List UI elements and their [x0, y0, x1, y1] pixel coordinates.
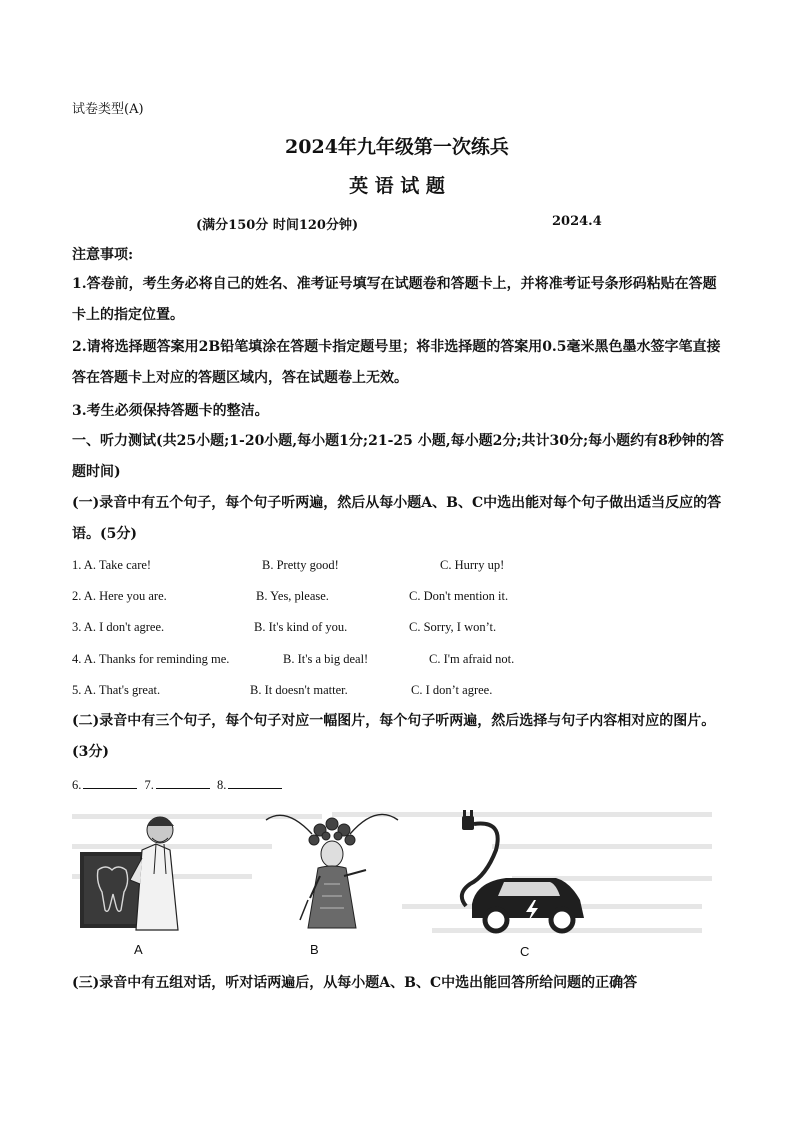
part-three-heading: (三)录音中有五组对话，听对话两遍后，从每小题A、B、C中选出能回答所给问题的正确答	[72, 975, 638, 991]
note-2: 2.请将选择题答案用2B铅笔填涂在答题卡指定题号里；将非选择题的答案用0.5毫米黑色墨水签字笔直接答在答题卡上对应的答题区域内，答在试题卷上无效。	[72, 339, 721, 386]
q2-option-c: C. Don't mention it.	[409, 589, 509, 603]
blank-8[interactable]	[228, 776, 282, 789]
subject-title: 英 语 试 题	[349, 175, 445, 197]
q3-option-c: C. Sorry, I won’t.	[409, 620, 497, 634]
answer-blanks	[72, 776, 286, 793]
section-one-heading: 一、听力测试(共25小题;1-20小题,每小题1分;21-25 小题,每小题2分;共计30分;每小题约有8秒钟的答题时间)	[72, 433, 724, 480]
exam-date: 2024.4	[552, 214, 602, 229]
exam-info: (满分150分 时间120分钟)	[196, 218, 359, 233]
blank-7-number: 7.	[144, 778, 154, 792]
page-title: 2024年九年级第一次练兵	[285, 136, 509, 158]
q5-option-a: 5. A. That's great.	[72, 683, 161, 697]
q4-option-b: B. It's a big deal!	[283, 652, 369, 666]
part-two-heading: (二)录音中有三个句子，每个句子对应一幅图片，每个句子听两遍，然后选择与句子内容相对应的图片。(3分)	[72, 713, 716, 760]
picture-c-electric-car	[450, 810, 600, 934]
q5-option-c: C. I don’t agree.	[411, 683, 493, 697]
picture-a-label: A	[134, 942, 143, 957]
q1-option-b: B. Pretty good!	[262, 558, 339, 572]
notes-heading: 注意事项:	[72, 247, 134, 263]
picture-b-label: B	[310, 942, 319, 957]
q2-option-b: B. Yes, please.	[256, 589, 329, 603]
blank-8-number: 8.	[217, 778, 227, 792]
note-1: 1.答卷前，考生务必将自己的姓名、准考证号填写在试题卷和答题卡上，并将准考证号条形码粘贴在答题卡上的指定位置。	[72, 276, 717, 323]
q1-option-a: 1. A. Take care!	[72, 558, 152, 572]
picture-a-dentist	[76, 808, 186, 933]
q3-option-b: B. It's kind of you.	[254, 620, 348, 634]
blank-7[interactable]	[156, 776, 210, 789]
blank-6-number: 6.	[72, 778, 82, 792]
picture-c-label: C	[520, 944, 530, 959]
q2-option-a: 2. A. Here you are.	[72, 589, 167, 603]
q4-option-c: C. I'm afraid not.	[429, 652, 515, 666]
q5-option-b: B. It doesn't matter.	[250, 683, 348, 697]
blank-6[interactable]	[83, 776, 137, 789]
q4-option-a: 4. A. Thanks for reminding me.	[72, 652, 230, 666]
q3-option-a: 3. A. I don't agree.	[72, 620, 165, 634]
note-3: 3.考生必须保持答题卡的整洁。	[72, 403, 269, 419]
picture-b-opera-performer	[258, 804, 404, 936]
paper-type: 试卷类型(A)	[72, 102, 144, 117]
part-one-heading: (一)录音中有五个句子，每个句子听两遍，然后从每小题A、B、C中选出能对每个句子做出适当反应的答语。(5分)	[72, 495, 722, 542]
q1-option-c: C. Hurry up!	[440, 558, 505, 572]
